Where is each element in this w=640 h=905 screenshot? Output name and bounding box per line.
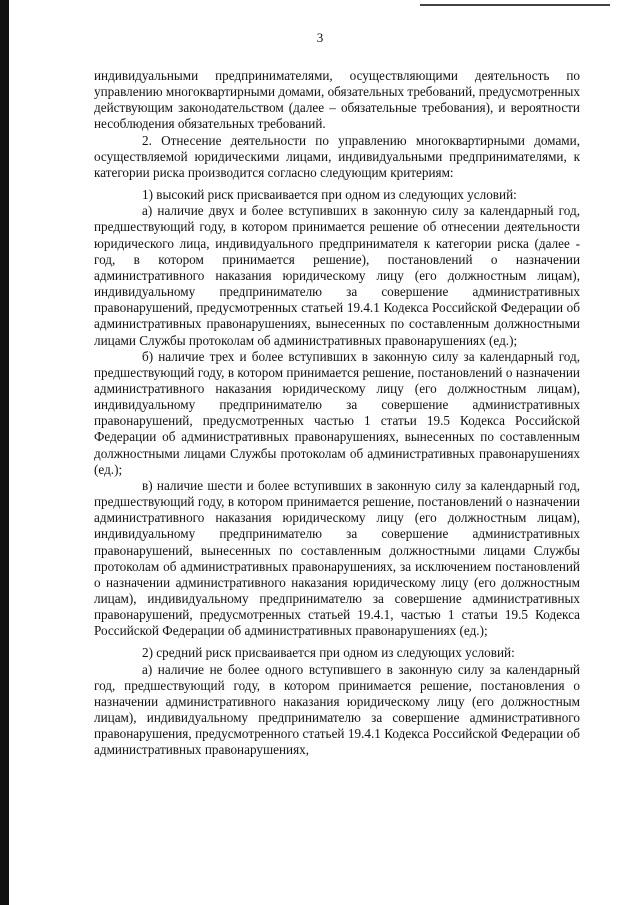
paragraph-high-risk: 1) высокий риск присваивается при одном из следующих условий: bbox=[142, 187, 517, 203]
paragraph-continuation: индивидуальными предпринимателями, осуществляющими деятельность по управлению многоквартирными домами, обязательных требований, предусмотренных действующим законодательством (далее – обязательные требования), и вероятности несоблюдения обязательных требований. bbox=[94, 68, 580, 132]
header-rule bbox=[420, 4, 610, 6]
paragraph-high-risk-b: б) наличие трех и более вступивших в законную силу за календарный год, предшествующий году, в котором принимается решение, постановлений о назначении административного наказания юридическому лицу (его должностным лицам), индивидуальному предпринимателю за совершение административных правонарушений, предусмотренных частью 1 статьи 19.5 Кодекса Российской Федерации об административных правонарушениях, вынесенных по составленным должностными лицами Службы протоколам об административных правонарушениях (ед.); bbox=[94, 348, 580, 477]
paragraph-medium-risk-a: а) наличие не более одного вступившего в законную силу за календарный год, предшествующий году, в котором принимается решение, постановления о назначении административного наказания юридическому лицу (его должностным лицам), индивидуальному предпринимателю за совершение административного правонарушения, предусмотренного статьей 19.4.1 Кодекса Российской Федерации об административных правонарушениях, bbox=[94, 661, 580, 758]
paragraph-item-2: 2. Отнесение деятельности по управлению многоквартирными домами, осуществляемой юридическими лицами, индивидуальными предпринимателями, к категории риска производится согласно следующим критериям: bbox=[94, 132, 580, 180]
page-number: 3 bbox=[316, 30, 324, 45]
scan-edge-shadow bbox=[0, 0, 9, 905]
paragraph-high-risk-a: а) наличие двух и более вступивших в законную силу за календарный год, предшествующий году, в котором принимается решение об отнесении деятельности юридического лица, индивидуального предпринимателя к категории риска (далее - год, в котором принимается решение), постановлений о назначении административного наказания юридическому лицу (его должностным лицам), индивидуальному предпринимателю за совершение административных правонарушений, предусмотренных статьей 19.4.1 Кодекса Российской Федерации об административных правонарушениях, вынесенных по составленным должностными лицами Службы протоколам об административных правонарушениях (ед.); bbox=[94, 203, 580, 348]
paragraph-high-risk-v: в) наличие шести и более вступивших в законную силу за календарный год, предшествующий году, в котором принимается решение, постановлений о назначении административного наказания юридическому лицу (его должностным лицам), индивидуальному предпринимателю за совершение административных правонарушений, вынесенных по составленным должностными лицами Службы протоколам об административных правонарушениях, за исключением постановлений о назначении административного наказания юридическому лицу (его должностным лицам), индивидуальному предпринимателю за совершение административных правонарушений, предусмотренных статьей 19.4.1, частью 1 статьи 19.5 Кодекса Российской Федерации об административных правонарушениях (ед.); bbox=[94, 477, 580, 639]
document-body bbox=[94, 68, 580, 759]
paragraph-medium-risk: 2) средний риск присваивается при одном из следующих условий: bbox=[142, 645, 515, 661]
